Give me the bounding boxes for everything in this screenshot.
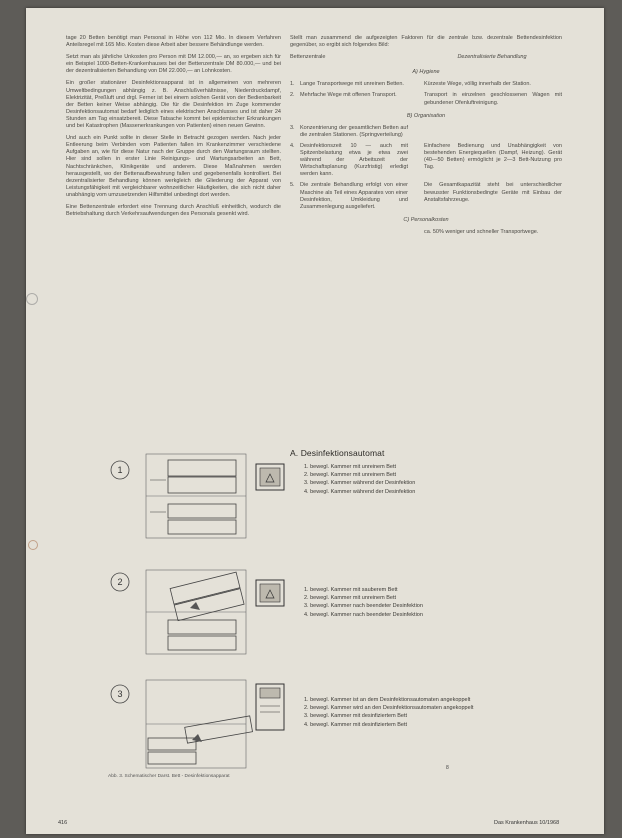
row-number: 1. bbox=[290, 81, 295, 88]
row-decentral: Transport in einzelnen geschlossenen Wagen mit gebundener Ofenluftreinigung. bbox=[424, 92, 562, 106]
legend-item: 1. bewegl. Kammer mit unreinem Bett bbox=[304, 464, 397, 470]
row-decentral: ca. 50% weniger und schneller Transportwege. bbox=[424, 228, 539, 235]
coupling-marker-icon bbox=[190, 602, 200, 610]
panel-number: 1 bbox=[117, 465, 123, 475]
section-title: A) Hygiene bbox=[412, 69, 440, 76]
panel-number: 3 bbox=[117, 689, 123, 699]
bed-chamber bbox=[168, 636, 236, 650]
bed-chamber bbox=[168, 620, 236, 634]
figure-title: A. Desinfektionsautomat bbox=[290, 448, 385, 458]
legend-item: 4. bewegl. Kammer mit desinfiziertem Bett bbox=[304, 721, 408, 728]
paragraph: tage 20 Betten benötigt man Personal in Höhe von 112 Mio. In diesem Verfahren Anteilsregel mit 165 Mio. Kosten diese Arbeit aber bessere Behändlunge werden. bbox=[66, 35, 281, 49]
diagram-panel-3 bbox=[106, 676, 296, 772]
row-number: 4. bbox=[290, 142, 295, 149]
row-central: Lange Transportwege mit unreinen Betten. bbox=[300, 81, 404, 88]
comparison-intro: Stellt man zusammend die aufgezeigten Faktoren für die zentrale bzw. dezentrale Bettendesinfektion gegenüber, so ergibt sich folgendes Bild: bbox=[290, 35, 562, 49]
legend-item: 4. bewegl. Kammer während der Desinfektion bbox=[304, 488, 416, 495]
bed-chamber bbox=[148, 752, 196, 764]
row-number bbox=[290, 229, 300, 236]
comparison-row bbox=[290, 125, 562, 139]
legend-item: 4. bewegl. Kammer nach beendeter Desinfektion bbox=[304, 611, 423, 618]
bed-chamber bbox=[148, 738, 196, 750]
figure-caption: Abb. 3. Schematischer Darst. Bett - Desinfektionsapparat bbox=[108, 774, 230, 779]
comparison-header bbox=[290, 54, 562, 61]
row-number: 2. bbox=[290, 92, 295, 99]
row-decentral: Kürzeste Wege, völlig innerhalb der Station. bbox=[424, 81, 531, 88]
diagram-panel-2 bbox=[106, 566, 296, 658]
bed-chamber bbox=[170, 572, 240, 604]
row-decentral: Einfachere Bedienung und Unabhängigkeit von bestehenden Energiequellen (Dampf, Heizung). Gerät (40—50 Betten) ermöglicht je 2—3 Bett-Nutzung pro Tag. bbox=[424, 142, 562, 171]
legend-item: 1. bewegl. Kammer mit sauberem Bett bbox=[304, 587, 398, 593]
row-decentral: Die Gesamtkapazität steht bei unterschiedlicher bewusster Funktionsbedingte Geräte mit Einbau der Anstaltsfahrzeuge. bbox=[424, 182, 562, 203]
panel-number: 2 bbox=[117, 577, 123, 587]
left-text-column bbox=[66, 35, 281, 223]
bed-chamber bbox=[174, 589, 244, 621]
row-decentral bbox=[424, 125, 562, 139]
row-central: Mehrfache Wege mit offenen Transport. bbox=[300, 92, 397, 99]
automat-panel bbox=[260, 688, 280, 698]
section-title: C) Personalkosten bbox=[403, 216, 449, 223]
row-central: Konzentrierung der gesamtlichen Betten auf die zentralen Stationen. (Springverteilung) bbox=[300, 124, 408, 138]
diagram-panel-1 bbox=[106, 450, 296, 542]
legend-item: 1. bewegl. Kammer ist an dem Desinfektionsautomaten angekoppelt bbox=[304, 697, 471, 703]
comparison-row bbox=[290, 229, 562, 236]
legend-item: 3. bewegl. Kammer mit desinfiziertem Bett bbox=[304, 713, 408, 720]
journal-footer: Das Krankenhaus 10/1968 bbox=[494, 820, 560, 826]
row-number: 3. bbox=[290, 124, 295, 131]
panel-2-legend bbox=[304, 586, 423, 619]
panel-1-legend bbox=[304, 463, 415, 496]
row-central: Desinfektionszeit 10 — auch mit Spitzenbelastung etwa je etwa zwei während der Arbeitszeit der Wirtschaftsplanung (Kurzfristig) erledigt werden kann. bbox=[300, 142, 408, 178]
panel-3-legend bbox=[304, 696, 473, 729]
row-number: 5. bbox=[290, 182, 295, 189]
punch-hole-mark bbox=[28, 540, 38, 550]
legend-item: 3. bewegl. Kammer während der Desinfektion bbox=[304, 480, 416, 487]
comparison-row bbox=[290, 92, 562, 106]
punch-hole-mark bbox=[26, 293, 38, 305]
automat-door bbox=[260, 468, 280, 486]
comparison-row bbox=[290, 143, 562, 178]
header-central: Bettenzentrale bbox=[290, 54, 326, 61]
document-page bbox=[26, 8, 604, 834]
comparison-row bbox=[290, 81, 562, 88]
bed-chamber bbox=[168, 477, 236, 493]
automat-door bbox=[260, 584, 280, 602]
bed-chamber bbox=[168, 460, 236, 476]
paragraph: Setzt man als jährliche Unkosten pro Person mit DM 12.000,— an, so ergeben sich für ein Beispiel 1000-Betten-Krankenhauses bei der Bettenzentrale DM 80.000,— und bei der dezentralisierten Behandlung von DM 22.000,— an Lohnkosten. bbox=[66, 54, 281, 75]
comparison-row bbox=[290, 182, 562, 210]
page-number: 416 bbox=[58, 820, 68, 826]
paragraph: Eine Bettenzentrale erfordert eine Trennung durch Anschluß einheitlich, wodurch die Betriebshaltung durch Verkehrsaufwendungen des Personals gesenkt wird. bbox=[66, 203, 281, 218]
section-title: B) Organisation bbox=[406, 112, 446, 119]
figure-mark: 8 bbox=[446, 765, 449, 771]
bed-chamber bbox=[168, 520, 236, 534]
row-central: Die zentrale Behandlung erfolgt von einer Maschine als Teil eines Apparates von einer Desinfektion, Umkleidung und Zusammenlegung ausgeliefert. bbox=[300, 182, 408, 210]
right-comparison-column bbox=[290, 35, 562, 240]
legend-item: 2. bewegl. Kammer mit unreinem Bett bbox=[304, 595, 397, 602]
legend-item: 2. bewegl. Kammer mit unreinem Bett bbox=[304, 472, 397, 479]
header-decentral: Dezentralisierte Behandlung bbox=[457, 54, 527, 61]
paragraph: Und auch ein Punkt sollte in dieser Stelle in Betracht gezogen werden. Nach jeder Entleerung beim Verbinden vom Patienten fallen im Krankenzimmer verschiedene Aufgaben an, wie für diese Natur nach der Gruppe durch den Wartungsraum stellten. Hier sind sollen in erster Linie Reinigungs- und Wartungsarbeiten an Bett, Nachtschränkchen, Klinikgeräte und anderem. Diese Maßnahmen werden herausgestellt, wo der Bettenaufbewahrung fallen und gegebenenfalls kontrolliert. Bei dezentralisierter Behandlung können werkgleich die Gliederung der Apparat von Leistungsfähigkeit mit vergleichbarer wohnzeitlicher Häufigkeiten, die sich nicht daher unabhängig vom umzusetzenden Hilfsmittel unbedingt dort werden. bbox=[66, 135, 281, 198]
bed-chamber bbox=[168, 504, 236, 518]
legend-item: 3. bewegl. Kammer nach beendeter Desinfektion bbox=[304, 603, 423, 610]
rotated-bed-chambers bbox=[170, 572, 244, 620]
paragraph: Ein großer stationärer Desinfektionsapparat ist in allgemeinen von mehreren Umweltbedingungen abhängig z. B. Anschlußverhältnisse, Niederdruckdampf, Elektrizität, Preßluft und drgl. Ferner ist bei einem solchen Gerät von der Bedienbarkeit der Betten keiner Weise abhängig. Die für die Desinfektion im Zuge kommender Desinfektionsautomat bedarf lediglich eines elektrischen Anschlusses und ist daher 24 Stunden am Tag einsatzbereit. Diese Tatsache kommt bei epidemischer Erkrankungen und bei Katastrophen (Massenerkrankungen von Patienten) einen neuen Gewinn. bbox=[66, 80, 281, 130]
legend-item: 2. bewegl. Kammer wird an den Desinfektionsautomaten angekoppelt bbox=[304, 705, 474, 712]
